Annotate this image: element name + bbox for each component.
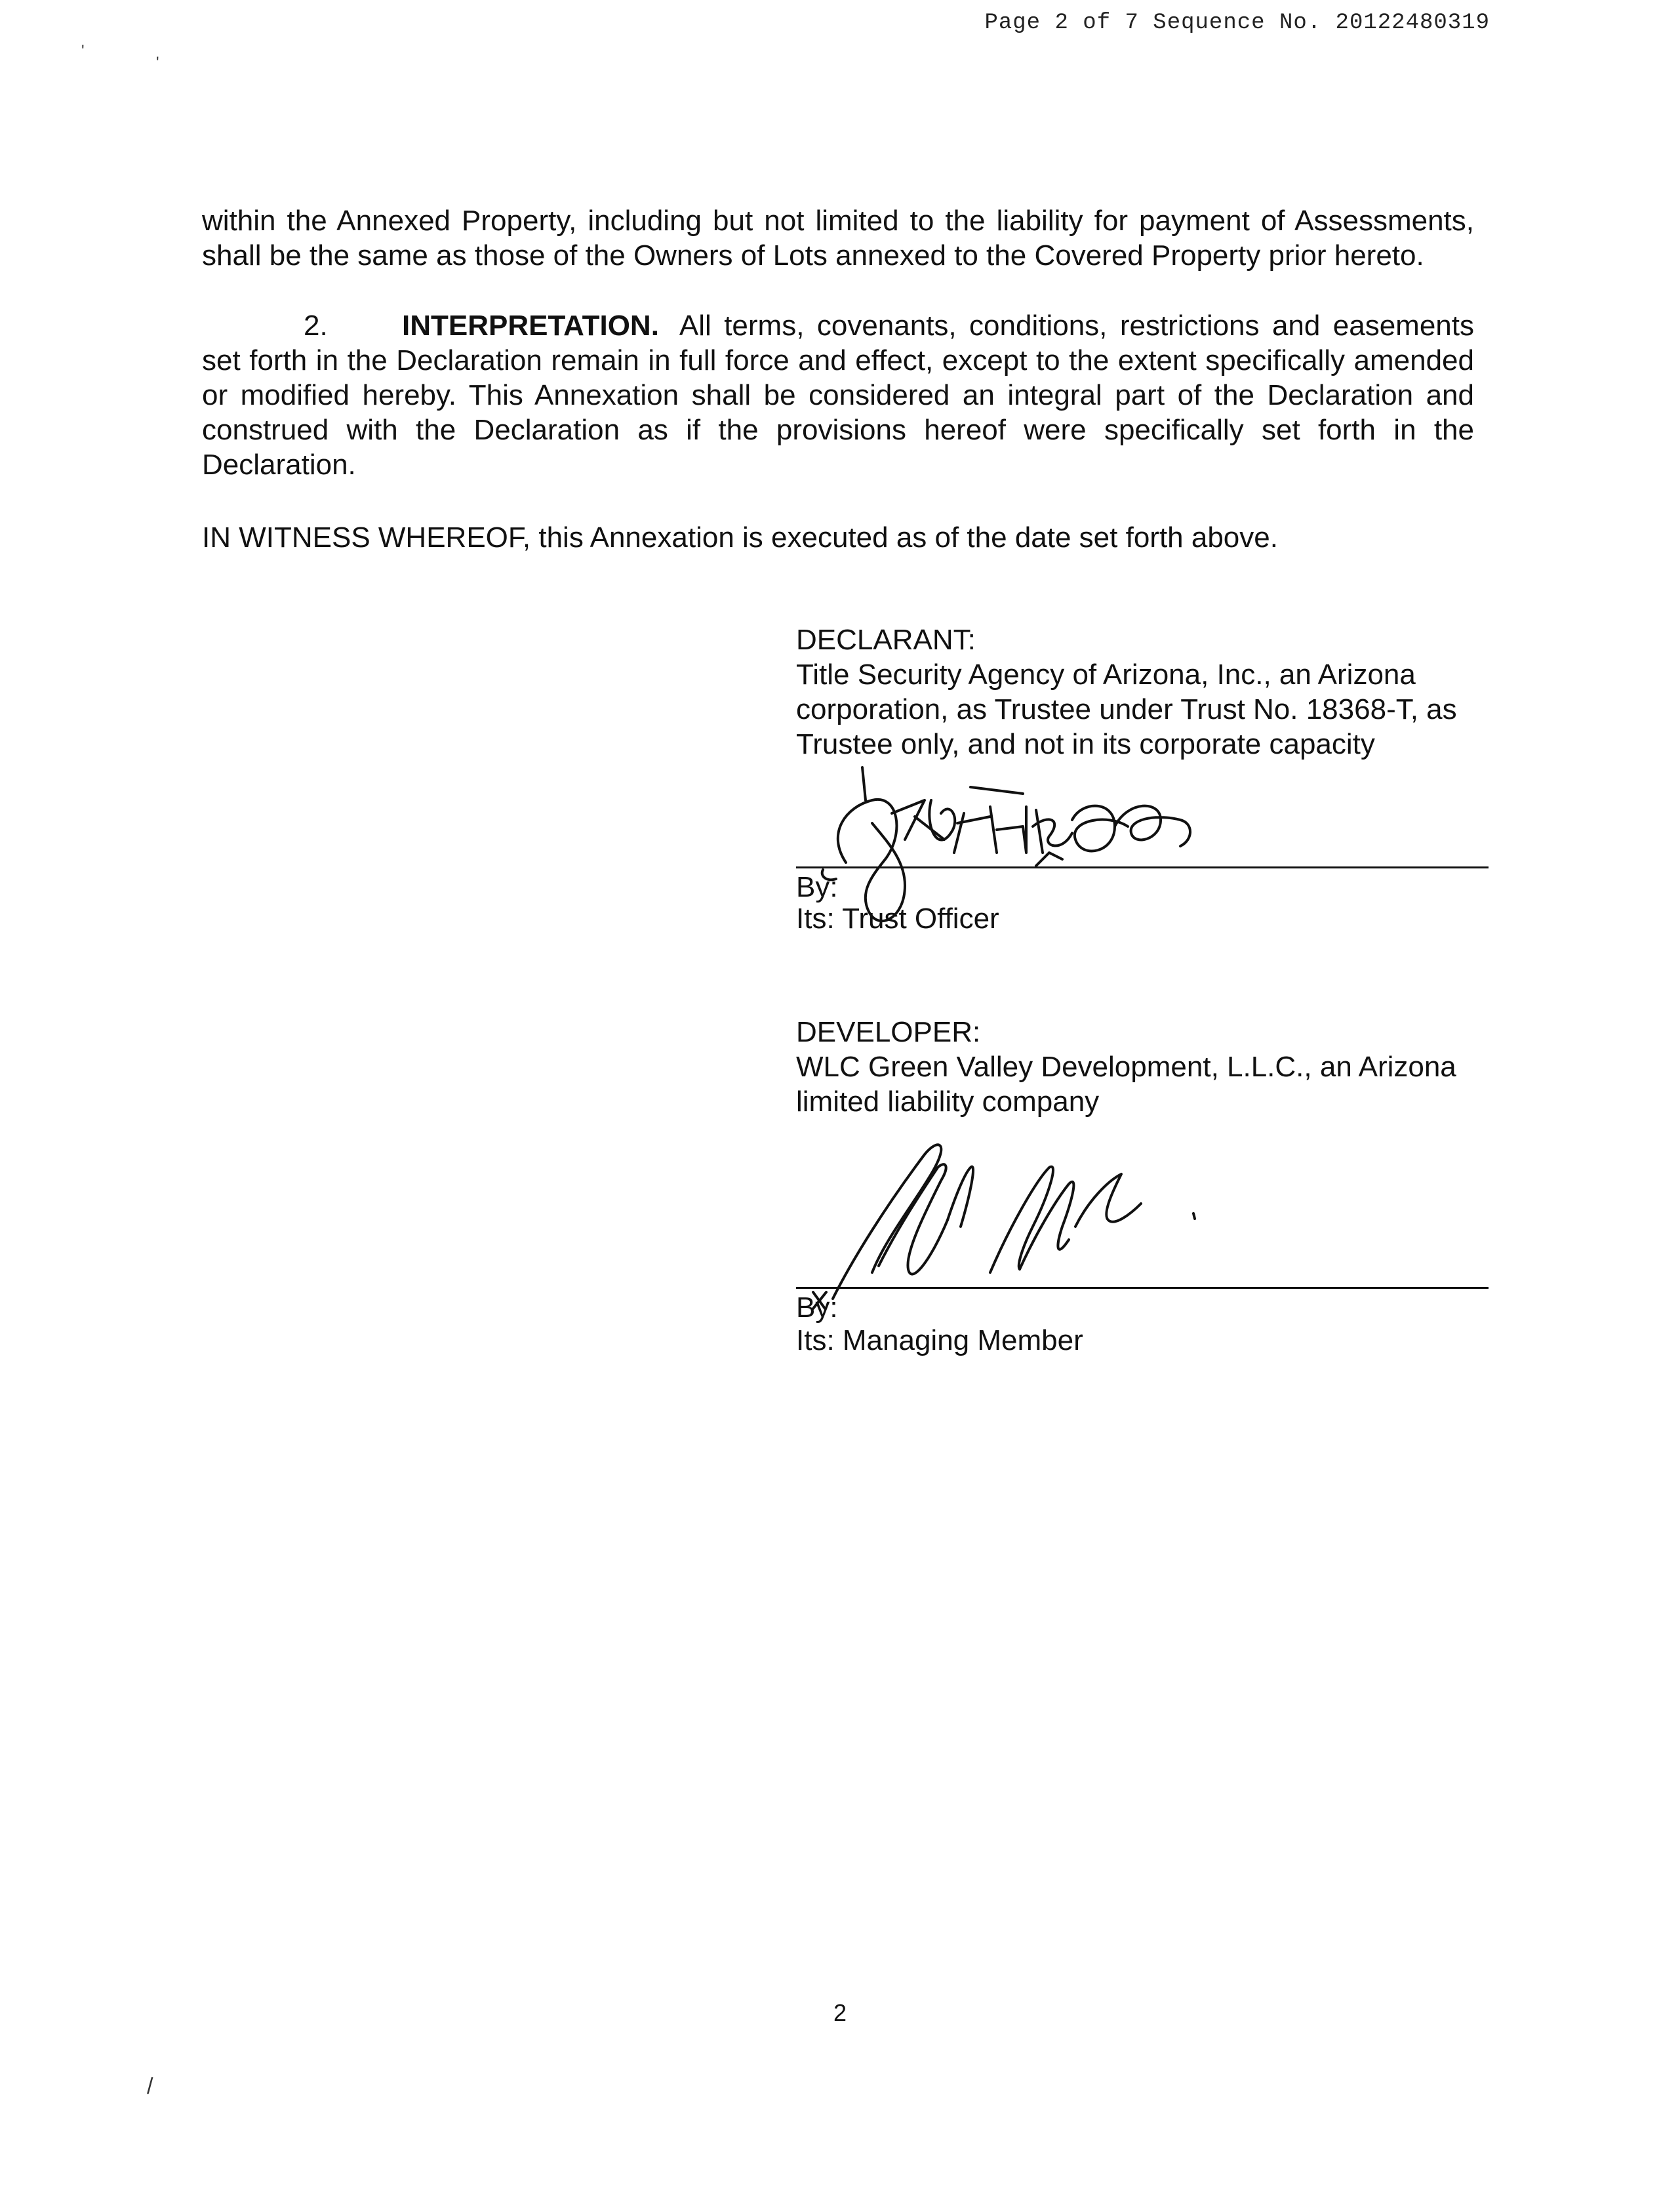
page-sequence-header: Page 2 of 7 Sequence No. 20122480319 (984, 10, 1490, 35)
scan-mark: / (147, 2074, 153, 2099)
developer-line: limited liability company (796, 1086, 1100, 1118)
by-label: By: (796, 871, 838, 903)
signature-line (796, 1287, 1489, 1289)
page-number: 2 (833, 1999, 847, 2026)
its-label: Its: Trust Officer (796, 903, 999, 935)
declarant-line: Title Security Agency of Arizona, Inc., an Arizona (796, 659, 1416, 691)
declarant-line: Trustee only, and not in its corporate capacity (796, 728, 1375, 760)
witness-text: IN WITNESS WHEREOF, this Annexation is executed as of the date set forth above. (202, 521, 1278, 554)
section-text: All terms, covenants, conditions, restrictions and easements set forth in the Declaration remain in full force and effect, except to the extent specifically amended or modified hereby. This Annexation shall be considered an integral part of the Declaration and construed with the Declaration as if the provisions hereof were specifically set forth in the Declaration. (202, 310, 1474, 481)
section-heading: INTERPRETATION. (402, 310, 659, 342)
scan-mark: ' (81, 42, 85, 60)
section-interpretation (202, 308, 1474, 482)
its-label: Its: Managing Member (796, 1324, 1083, 1356)
developer-signature-area (774, 1128, 1490, 1358)
paragraph-annexed-property (202, 203, 1474, 273)
declarant-signature-area (774, 761, 1490, 938)
developer-line: WLC Green Valley Development, L.L.C., an Arizona (796, 1051, 1456, 1083)
declarant-block (796, 622, 1475, 762)
developer-block (796, 1015, 1475, 1119)
paragraph-text: within the Annexed Property, including but not limited to the liability for payment of Assessments, shall be the same as those of the Owners of Lots annexed to the Covered Property prior hereto. (202, 205, 1474, 272)
section-number: 2. (304, 310, 328, 342)
section-paragraph (202, 308, 1474, 482)
scan-mark: ' (156, 54, 159, 71)
signature-line (796, 866, 1489, 868)
declarant-label: DECLARANT: (796, 624, 976, 656)
declarant-line: corporation, as Trustee under Trust No. 18368-T, as (796, 693, 1457, 725)
witness-clause (202, 520, 1474, 555)
developer-label: DEVELOPER: (796, 1016, 981, 1048)
by-label: By: (796, 1291, 838, 1324)
